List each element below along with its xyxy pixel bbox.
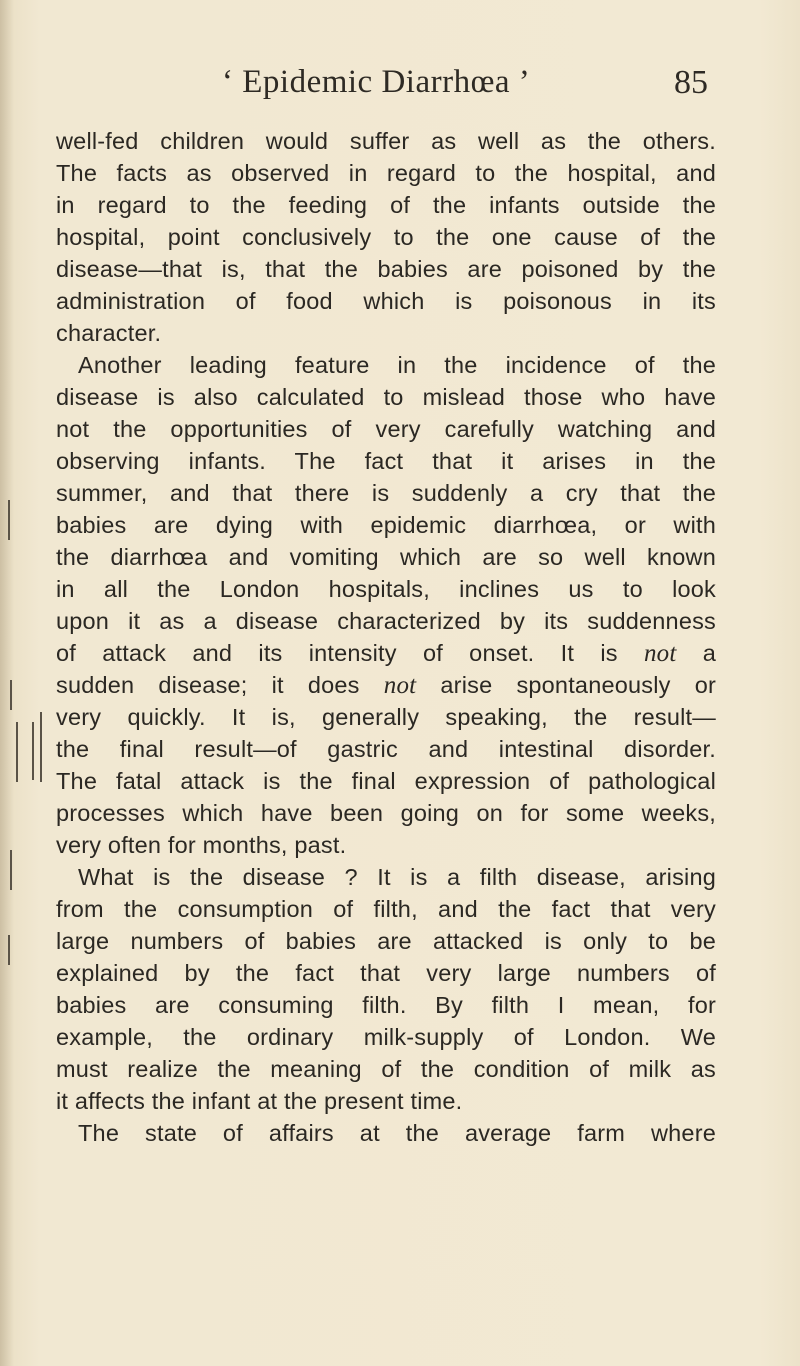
- text-line: The state of affairs at the average farm where: [78, 1120, 716, 1146]
- text-line: must realize the meaning of the condition of milk as: [56, 1056, 716, 1082]
- text-line: well-fed children would suffer as well as the others.: [56, 128, 716, 154]
- text-line: observing infants. The fact that it arises in the: [56, 448, 716, 474]
- text-line: babies are dying with epidemic diarrhœa, or with: [56, 512, 716, 538]
- body-text: [56, 125, 716, 1149]
- text-line: from the consumption of filth, and the fact that very: [56, 896, 716, 922]
- italic-emphasis: not: [383, 672, 417, 699]
- margin-pencil-mark: [40, 712, 42, 782]
- text-line: the final result—of gastric and intestinal disorder.: [56, 736, 716, 762]
- margin-pencil-mark: [16, 722, 18, 782]
- text-line: not the opportunities of very carefully watching and: [56, 416, 716, 442]
- text-line: very often for months, past.: [56, 832, 347, 858]
- text-line: character.: [56, 320, 162, 346]
- text-line: administration of food which is poisonous in its: [56, 288, 716, 314]
- text-line: processes which have been going on for some weeks,: [56, 800, 716, 826]
- text-line: disease is also calculated to mislead those who have: [56, 384, 716, 410]
- text-segment: of attack and its intensity of onset. It is: [56, 640, 618, 666]
- text-line: Another leading feature in the incidence of the: [78, 352, 716, 378]
- text-line: [56, 669, 716, 701]
- text-segment: sudden disease; it does: [56, 672, 360, 698]
- page-number: 85: [674, 64, 708, 101]
- margin-pencil-mark: [10, 680, 12, 710]
- text-line: What is the disease ? It is a filth disease, arising: [78, 864, 716, 890]
- text-line: The facts as observed in regard to the hospital, and: [56, 160, 716, 186]
- text-line: in regard to the feeding of the infants outside the: [56, 192, 716, 218]
- text-line: the diarrhœa and vomiting which are so well known: [56, 544, 716, 570]
- text-line: example, the ordinary milk-supply of London. We: [56, 1024, 716, 1050]
- margin-pencil-mark: [8, 500, 10, 540]
- margin-pencil-mark: [32, 722, 34, 780]
- italic-emphasis: not: [643, 640, 677, 667]
- text-line: it affects the infant at the present time.: [56, 1088, 463, 1114]
- text-segment: arise spontaneously or: [440, 672, 716, 698]
- text-line: hospital, point conclusively to the one cause of the: [56, 224, 716, 250]
- text-line: upon it as a disease characterized by its suddenness: [56, 608, 716, 634]
- text-line: [56, 637, 716, 669]
- text-segment: a: [702, 640, 716, 666]
- running-title: ‘ Epidemic Diarrhœa ’: [222, 64, 531, 100]
- margin-pencil-mark: [10, 850, 12, 890]
- text-line: in all the London hospitals, inclines us to look: [56, 576, 716, 602]
- text-line: explained by the fact that very large numbers of: [56, 960, 716, 986]
- text-line: large numbers of babies are attacked is only to be: [56, 928, 716, 954]
- page-header: [0, 64, 800, 104]
- text-line: summer, and that there is suddenly a cry that the: [56, 480, 716, 506]
- text-line: babies are consuming filth. By filth I mean, for: [56, 992, 716, 1018]
- margin-pencil-mark: [8, 935, 10, 965]
- text-line: The fatal attack is the final expression of pathological: [56, 768, 716, 794]
- text-line: disease—that is, that the babies are poisoned by the: [56, 256, 716, 282]
- text-line: very quickly. It is, generally speaking, the result—: [56, 704, 716, 730]
